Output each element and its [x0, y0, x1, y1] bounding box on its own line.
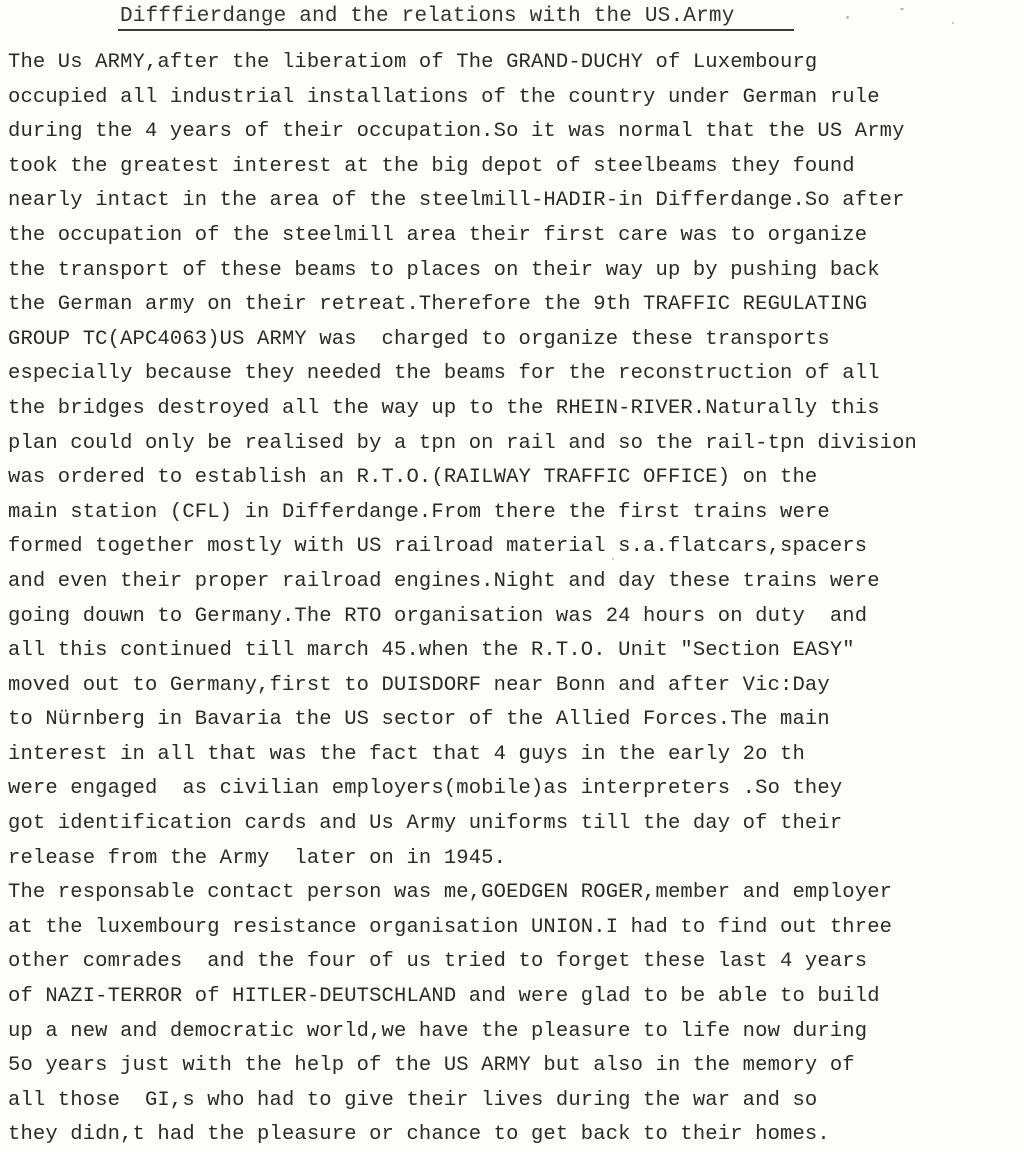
text-line: occupied all industrial installations of the country under German rule: [8, 85, 880, 109]
text-line: was ordered to establish an R.T.O.(RAILWAY TRAFFIC OFFICE) on the: [8, 466, 818, 490]
document-body: [8, 46, 1018, 1153]
document-title: Difffierdange and the relations with the US.Army: [120, 5, 735, 28]
text-line: got identification cards and Us Army uniforms till the day of their: [8, 812, 843, 836]
text-line: The responsable contact person was me,GOEDGEN ROGER,member and employer: [8, 881, 893, 905]
text-line: the bridges destroyed all the way up to the RHEIN-RIVER.Naturally this: [8, 396, 880, 420]
title-underline: [118, 29, 794, 31]
text-line: at the luxembourg resistance organisation UNION.I had to find out three: [8, 915, 893, 939]
text-line: all this continued till march 45.when the R.T.O. Unit "Section EASY": [8, 639, 855, 663]
text-line: release from the Army later on in 1945.: [8, 846, 507, 870]
text-line: other comrades and the four of us tried to forget these last 4 years: [8, 950, 868, 974]
text-line: to Nürnberg in Bavaria the US sector of the Allied Forces.The main: [8, 708, 830, 732]
text-line: took the greatest interest at the big depot of steelbeams they found: [8, 154, 855, 178]
text-line: the transport of these beams to places on their way up by pushing back: [8, 258, 880, 282]
text-line: of NAZI-TERROR of HITLER-DEUTSCHLAND and were glad to be able to build: [8, 985, 880, 1009]
scan-speck: [900, 8, 904, 10]
text-line: interest in all that was the fact that 4 guys in the early 2o th: [8, 742, 805, 766]
text-line: especially because they needed the beams for the reconstruction of all: [8, 362, 880, 386]
text-line: going douwn to Germany.The RTO organisation was 24 hours on duty and: [8, 604, 868, 628]
scan-speck: [846, 16, 849, 19]
text-line: the German army on their retreat.Therefore the 9th TRAFFIC REGULATING: [8, 293, 868, 317]
text-line: GROUP TC(APC4063)US ARMY was charged to organize these transports: [8, 327, 830, 351]
text-line: The Us ARMY,after the liberatiom of The GRAND-DUCHY of Luxembourg: [8, 51, 818, 74]
text-line: during the 4 years of their occupation.So it was normal that the US Army: [8, 120, 905, 144]
scan-speck: [952, 22, 954, 24]
text-line: all those GI,s who had to give their lives during the war and so: [8, 1088, 818, 1112]
text-line: 5o years just with the help of the US ARMY but also in the memory of: [8, 1054, 855, 1078]
text-line: plan could only be realised by a tpn on rail and so the rail-tpn division: [8, 431, 917, 455]
text-line: and even their proper railroad engines.Night and day these trains were: [8, 569, 880, 593]
text-line: nearly intact in the area of the steelmill-HADIR-in Differdange.So after: [8, 189, 905, 213]
text-line: the occupation of the steelmill area their first care was to organize: [8, 223, 868, 247]
text-line: they didn,t had the pleasure or chance to get back to their homes.: [8, 1123, 830, 1147]
scan-speck: [612, 558, 614, 560]
text-line: up a new and democratic world,we have the pleasure to life now during: [8, 1019, 868, 1043]
text-line: moved out to Germany,first to DUISDORF near Bonn and after Vic:Day: [8, 673, 830, 697]
text-line: formed together mostly with US railroad material s.a.flatcars,spacers: [8, 535, 868, 559]
text-line: main station (CFL) in Differdange.From there the first trains were: [8, 500, 830, 524]
text-line: were engaged as civilian employers(mobile)as interpreters .So they: [8, 777, 843, 801]
